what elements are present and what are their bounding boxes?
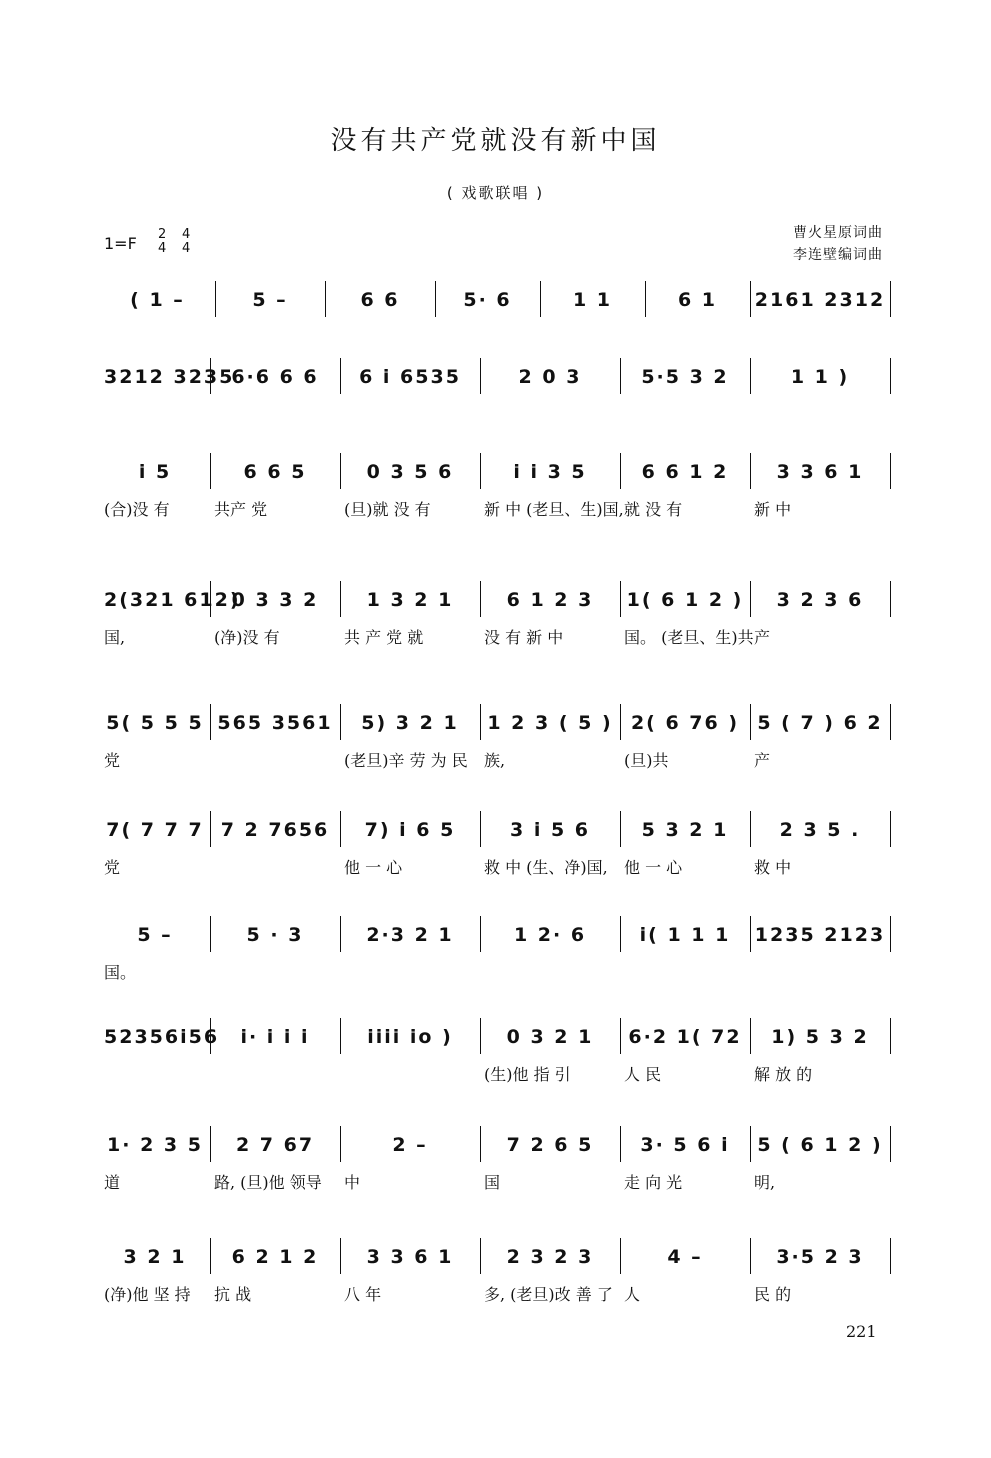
lyric: 他 一 心 [344, 858, 403, 877]
barline [890, 453, 891, 489]
barline [890, 358, 891, 394]
measure: 2 3 2 3 [506, 1246, 594, 1268]
time-signature-24: 2 4 [158, 227, 167, 256]
lyric: 没 有 新 中 [484, 628, 564, 647]
measure: i( 1 1 1 [639, 924, 731, 946]
measure: 0 3 2 1 [506, 1026, 594, 1048]
lyric: 道 [104, 1173, 121, 1192]
lyric: 党 [104, 751, 121, 770]
lyric: (净)没 有 [214, 628, 280, 647]
lyric: 产 [754, 751, 771, 770]
lyrics-line [100, 855, 890, 877]
lyric: 人 [624, 1285, 641, 1304]
measure: 5 · 3 [246, 924, 304, 946]
barline [890, 1018, 891, 1054]
measure: 6·6 6 6 [231, 366, 319, 388]
lyric: 族, [484, 751, 506, 770]
lyric: 他 一 心 [624, 858, 683, 877]
lyric: 共 产 党 就 [344, 628, 424, 647]
measure: 3 3 6 1 [366, 1246, 454, 1268]
lyric: 就 没 有 [624, 500, 683, 519]
measure: 1 1 ) [790, 366, 850, 388]
measure: 3 2 1 [123, 1246, 187, 1268]
lyrics-line [100, 497, 890, 519]
lyric: 解 放 的 [754, 1065, 813, 1084]
lyric: 人 民 [624, 1065, 662, 1084]
barline [890, 916, 891, 952]
lyric: 路, (旦)他 领导 [214, 1173, 322, 1192]
measure: 7) i 6 5 [364, 819, 456, 841]
measure: 6 6 [360, 289, 400, 311]
measure: 3 i 5 6 [509, 819, 591, 841]
measure: i· i i i [240, 1026, 310, 1048]
measure: 5 ( 6 1 2 ) [757, 1134, 883, 1156]
measure: 2·3 2 1 [366, 924, 454, 946]
measure: 5 3 2 1 [641, 819, 729, 841]
lyric: 民 的 [754, 1285, 792, 1304]
measure: 7 2 7656 [220, 819, 330, 841]
staff-line [100, 457, 890, 487]
lyric: (生)他 指 引 [484, 1065, 571, 1084]
staff-line [100, 1242, 890, 1272]
lyric: 八 年 [344, 1285, 382, 1304]
barline [890, 811, 891, 847]
measure: 1 1 [572, 289, 613, 311]
measure: 0 3 3 2 [231, 589, 319, 611]
measure: 2( 6 76 ) [630, 712, 740, 734]
staff-line [100, 285, 890, 315]
barline [890, 1126, 891, 1162]
measure: 6 1 [677, 289, 718, 311]
measure: 565 3561 [217, 712, 333, 734]
measure: 2 0 3 [518, 366, 582, 388]
measure: 1· 2 3 5 [107, 1134, 203, 1156]
measure: 6 1 2 3 [506, 589, 594, 611]
measure: 3 3 6 1 [776, 461, 864, 483]
measure: 52356i56 [104, 1026, 220, 1048]
lyrics-line [100, 625, 890, 647]
measure: 7( 7 7 7 [106, 819, 204, 841]
credit-original: 曹火星原词曲 [793, 225, 883, 241]
lyric: 国。 (老旦、生)共 [624, 628, 754, 647]
measure: 2(321 612) [104, 589, 241, 611]
measure: 5 – [137, 924, 173, 946]
measure: 2161 2312 [754, 289, 886, 311]
key-signature: 1=F [104, 234, 137, 253]
lyric: 产 [754, 628, 771, 647]
measure: 5·5 3 2 [641, 366, 729, 388]
lyric: 抗 战 [214, 1285, 252, 1304]
measure: 2 3 5 . [779, 819, 861, 841]
measure: 6 i 6535 [359, 366, 461, 388]
lyric: 明, [754, 1173, 776, 1192]
staff-line [100, 1022, 890, 1052]
measure: 2 7 67 [235, 1134, 315, 1156]
measure: 3·5 2 3 [776, 1246, 864, 1268]
lyric: 走 向 光 [624, 1173, 683, 1192]
measure: 3· 5 6 i [640, 1134, 730, 1156]
barline [890, 1238, 891, 1274]
lyric: 多, (老旦)改 善 了 [484, 1285, 613, 1304]
measure: 1( 6 1 2 ) [626, 589, 744, 611]
lyric: (净)他 坚 持 [104, 1285, 191, 1304]
measure: 3212 3235 [104, 366, 235, 388]
lyric: 新 中 (老旦、生)国, [484, 500, 624, 519]
lyric: (旦)就 没 有 [344, 500, 431, 519]
measure: 2 – [392, 1134, 428, 1156]
lyric: 国 [484, 1173, 501, 1192]
lyric: 共产 党 [214, 500, 268, 519]
measure: 5· 6 [463, 289, 512, 311]
lyric: 救 中 [754, 858, 792, 877]
lyrics-line [100, 960, 890, 982]
staff-line [100, 815, 890, 845]
barline [890, 581, 891, 617]
measure: 0 3 5 6 [366, 461, 454, 483]
measure: 5( 5 5 5 [106, 712, 204, 734]
barline [890, 281, 891, 317]
lyric: 国, [104, 628, 126, 647]
measure: ( 1 – [130, 289, 185, 311]
song-subtitle: ( 戏歌联唱 ) [446, 184, 545, 202]
measure: 7 2 6 5 [506, 1134, 594, 1156]
staff-line [100, 1130, 890, 1160]
measure: 1) 5 3 2 [771, 1026, 869, 1048]
barline [890, 704, 891, 740]
lyric: (合)没 有 [104, 500, 170, 519]
measure: i 5 [138, 461, 172, 483]
measure: 3 2 3 6 [776, 589, 864, 611]
time-signature-44: 4 4 [182, 227, 191, 256]
measure: 6 6 5 [243, 461, 307, 483]
measure: 1 3 2 1 [366, 589, 454, 611]
lyrics-line [100, 1062, 890, 1084]
lyrics-line [100, 748, 890, 770]
measure: 5 – [252, 289, 288, 311]
lyric: 中 [344, 1173, 361, 1192]
credit-arranger: 李连壁编词曲 [793, 247, 883, 263]
song-title: 没有共产党就没有新中国 [330, 126, 661, 156]
measure: 5 ( 7 ) 6 2 [757, 712, 883, 734]
measure: 6 6 1 2 [641, 461, 729, 483]
measure: 1 2· 6 [513, 924, 587, 946]
lyric: (旦)共 [624, 751, 669, 770]
staff-line [100, 920, 890, 950]
lyric: 救 中 (生、净)国, [484, 858, 608, 877]
measure: 4 – [667, 1246, 703, 1268]
measure: 1 2 3 ( 5 ) [487, 712, 613, 734]
staff-line [100, 585, 890, 615]
measure: iiii io ) [367, 1026, 453, 1048]
measure: 6 2 1 2 [231, 1246, 319, 1268]
lyric: 新 中 [754, 500, 792, 519]
page-number: 221 [846, 1322, 877, 1341]
lyrics-line [100, 1282, 890, 1304]
lyrics-line [100, 1170, 890, 1192]
measure: 1235 2123 [754, 924, 886, 946]
lyric: 国。 [104, 963, 137, 982]
lyric: (老旦)辛 劳 为 民 [344, 751, 468, 770]
measure: i i 3 5 [513, 461, 587, 483]
staff-line [100, 362, 890, 392]
lyric: 党 [104, 858, 121, 877]
measure: 5) 3 2 1 [361, 712, 459, 734]
staff-line [100, 708, 890, 738]
measure: 6·2 1( 72 [628, 1026, 742, 1048]
